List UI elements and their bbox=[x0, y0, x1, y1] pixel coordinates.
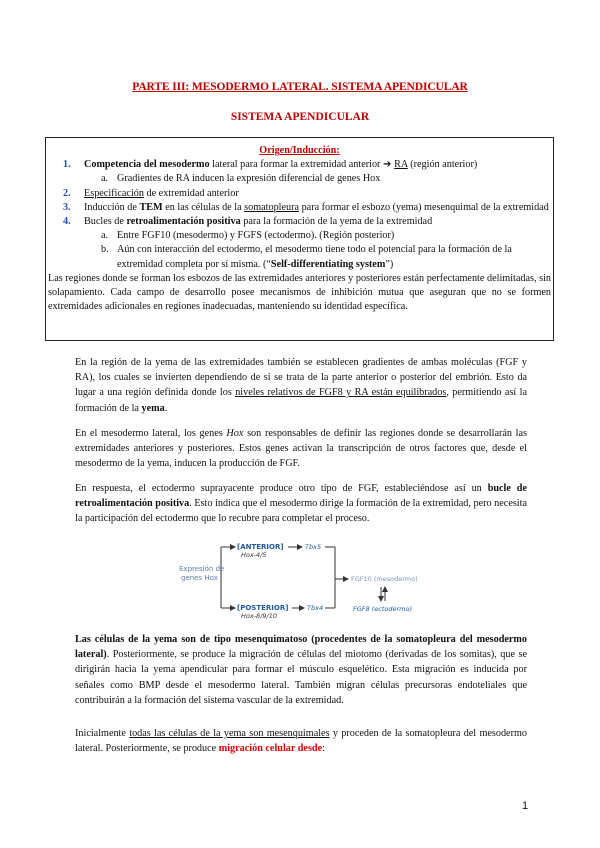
item-underline: Especificación bbox=[84, 187, 144, 199]
item-mid: en las células de la bbox=[162, 201, 245, 213]
item-bold: TEM bbox=[139, 201, 163, 213]
italic-text: Hox bbox=[226, 428, 244, 439]
text-run: son responsables de definir las regiones donde se desarrollarán las extremidades anteriores y posteriores. Estos genes activan la transcripción de otros factores que, desde el mesodermo de la yema, inducen la producción de FGF. bbox=[75, 428, 527, 470]
underlined-text: todas las células de la yema son mesenquimales bbox=[129, 728, 330, 739]
item-text: lateral para formar la extremidad anterior ➔ bbox=[209, 159, 395, 171]
paragraph-migration bbox=[75, 726, 527, 756]
text-run: : bbox=[322, 743, 325, 755]
diagram-anterior-hox: Hox-4/5 bbox=[241, 551, 267, 559]
diagram-left-label-2: genes Hox bbox=[181, 574, 218, 582]
sub-item-4b bbox=[46, 243, 553, 271]
item-bold: retroalimentación positiva bbox=[126, 216, 241, 228]
diagram-tbx5: Tbx5 bbox=[305, 543, 322, 551]
item-number: 1. bbox=[63, 159, 71, 171]
highlighted-text: migración celular desde bbox=[218, 743, 323, 755]
sub-letter: a. bbox=[101, 230, 109, 242]
paragraph-feedback bbox=[75, 481, 527, 527]
diagram-posterior: [POSTERIOR] bbox=[237, 604, 289, 612]
box-heading: Origen/Inducción: bbox=[259, 145, 340, 156]
item-text: de extremidad anterior bbox=[143, 187, 239, 199]
item-text: para formar el esbozo (yema) mesenquimal de la extremidad bbox=[299, 201, 549, 213]
item-number: 2. bbox=[63, 187, 71, 199]
diagram-posterior-hox: Hox-8/9/10 bbox=[241, 612, 277, 620]
item-bold: Competencia del mesodermo bbox=[84, 159, 210, 171]
bold-text: Las células de la yema son de tipo mesenquimatoso (procedentes de la somatopleura del mesodermo lateral) bbox=[75, 634, 527, 661]
origin-induction-box bbox=[45, 137, 554, 341]
text-run: En la región de la yema de las extremidades también se establecen gradientes de ambas moléculas (FGF y RA), los cuales se invierten dependiendo de si se trata de la parte anterior o posterior del embrión. Esto da lugar a una región definida donde los bbox=[75, 357, 527, 399]
sub-item-4a bbox=[46, 229, 553, 243]
text-run: . bbox=[164, 402, 168, 414]
diagram-tbx4: Tbx4 bbox=[307, 604, 324, 612]
text-run: En respuesta, el ectodermo suprayacente produce otro tipo de FGF, estableciéndose así un bbox=[75, 483, 488, 494]
list-item-4 bbox=[46, 215, 553, 229]
paragraph-hox bbox=[75, 426, 527, 472]
list-item-2 bbox=[46, 187, 553, 201]
text-run: , permitiendo así la formación de la bbox=[75, 387, 527, 414]
item-number: 4. bbox=[63, 216, 71, 228]
sub-letter: a. bbox=[101, 173, 109, 185]
sub-bold: Self-differentiating system bbox=[270, 258, 386, 270]
paragraph-mesenchymal bbox=[75, 632, 527, 708]
sub-text: Aún con interacción del ectodermo, el mesodermo tiene todo el potencial para la formación de la extremidad completa por sí misma. (“ bbox=[117, 244, 512, 270]
text-run: . Posteriormente, se produce la migración de células del miotomo (derivadas de los somitas), que se dirigirán hacia la yema apendicular para formar el músculo esquelético. Esta migración es inducida por señales como BMP desde el mesodermo lateral. También migran células precursoras endoteliales que contribuirán a la formación del sistema vascular de la extremidad. bbox=[75, 649, 527, 706]
item-tail: (región anterior) bbox=[407, 159, 478, 171]
list-item-1 bbox=[46, 158, 553, 172]
item-number: 3. bbox=[63, 201, 71, 213]
bold-text: bucle de retroalimentación positiva bbox=[75, 483, 527, 510]
box-closing-paragraph: Las regiones donde se forman los esbozos de las extremidades anteriores y posteriores están perfectamente delimitadas, sin solapamiento. Cada campo de desarrollo posee mecanismos de inhibición mutua que aseguran que no se formen extremidades adicionales en regiones inadecuadas, manteniendo su identidad específica. bbox=[48, 272, 551, 313]
page-number: 1 bbox=[522, 800, 529, 812]
section-title: SISTEMA APENDICULAR bbox=[230, 111, 370, 123]
item-underline: somatopleura bbox=[244, 201, 300, 213]
bold-text: yema bbox=[141, 402, 165, 414]
item-text: para la formación de la yema de la extremidad bbox=[240, 216, 433, 228]
diagram-fgf8: FGF8 (ectodermo) bbox=[353, 605, 412, 613]
list-item-3 bbox=[46, 201, 553, 215]
underlined-text: niveles relativos de FGF8 y RA están equilibrados bbox=[235, 387, 447, 399]
text-run: . Esto indica que el mesodermo dirige la formación de la extremidad, pero necesita la participación del ectodermo que lo recubre para completar el proceso. bbox=[75, 498, 527, 525]
sub-text: Entre FGF10 (mesodermo) y FGFS (ectodermo). (Región posterior) bbox=[117, 230, 395, 242]
item-underline: RA bbox=[394, 159, 408, 171]
sub-text: Gradientes de RA inducen la expresión diferencial de genes Hox bbox=[117, 173, 381, 185]
text-run: y proceden de la somatopleura del mesodermo lateral. Posteriormente, se produce bbox=[75, 728, 527, 755]
text-run: Inicialmente bbox=[75, 728, 130, 739]
sub-item-1a bbox=[46, 172, 553, 186]
hox-fgf-diagram bbox=[177, 535, 427, 620]
page-title: PARTE III: MESODERMO LATERAL. SISTEMA APENDICULAR bbox=[132, 81, 468, 93]
diagram-fgf10: FGF10 (mesodermo) bbox=[351, 575, 418, 583]
sub-letter: b. bbox=[101, 244, 109, 256]
item-pre: Inducción de bbox=[84, 201, 140, 213]
sub-tail: ”) bbox=[385, 258, 394, 270]
text-run: En el mesodermo lateral, los genes bbox=[75, 428, 227, 439]
paragraph-gradients bbox=[75, 355, 527, 416]
diagram-svg bbox=[177, 535, 427, 620]
diagram-anterior: [ANTERIOR] bbox=[237, 543, 284, 551]
item-pre: Bucles de bbox=[84, 216, 127, 228]
diagram-left-label-1: Expresión de bbox=[179, 565, 225, 573]
